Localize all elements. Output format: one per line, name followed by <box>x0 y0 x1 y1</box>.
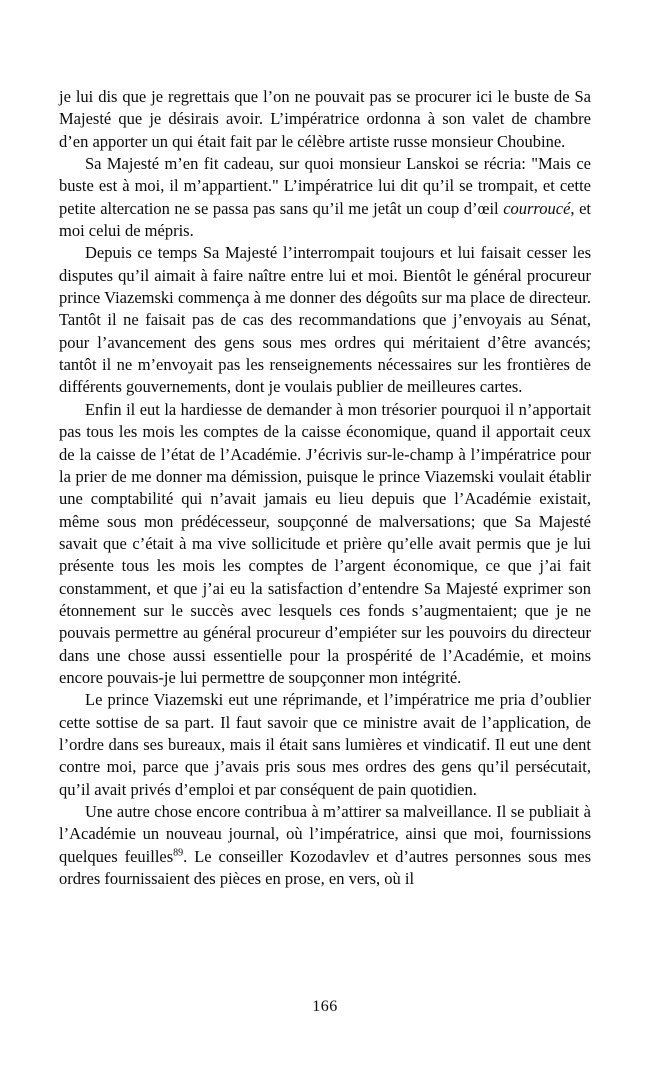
text-segment: je lui dis que je regrettais que l’on ne pouvait pas se procurer ici le buste de Sa Majesté que je désirais avoir. L’impératrice ordonna à son valet de chambre d’en apporter un qui était fait par le célèbre artiste russe monsieur Choubine. <box>59 87 591 151</box>
footnote-reference: 89 <box>173 847 184 859</box>
text-segment: Enfin il eut la hardiesse de demander à mon trésorier pourquoi il n’apportait pas tous les mois les comptes de la caisse économique, quand il apportait ceux de la caisse de l’état de l’Académie. J’écrivis sur-le-champ à l’impératrice pour la prier de me donner ma démission, puisque le prince Viazemski voulait établir une comptabilité qui n’avait jamais eu lieu depuis que l’Académie existait, même sous mon prédécesseur, soupçonné de malversations; que Sa Majesté savait que c’était à ma vive sollicitude et prière qu’elle avait permis que je lui présente tous les mois les comptes de l’argent économique, ce que j’ai fait constamment, et que j’ai eu la satisfaction d’entendre Sa Majesté exprimer son étonnement sur le succès avec lesquels ces fonds s’augmentaient; que je ne pouvais permettre au général procureur d’empiéter sur les pouvoirs du directeur dans une chose aussi essentielle pour la prospérité de l’Académie, et moins encore pouvais-je lui permettre de soupçonner mon intégrité. <box>59 399 591 687</box>
paragraph <box>59 242 591 398</box>
paragraph <box>59 801 591 890</box>
text-segment: , et moi celui de mépris. <box>59 198 591 241</box>
paragraph <box>59 153 591 242</box>
paragraph <box>59 399 591 689</box>
paragraph <box>59 86 591 153</box>
paragraph <box>59 689 591 801</box>
text-segment: courroucé <box>503 198 571 218</box>
page-number: 166 <box>312 998 338 1015</box>
page-text <box>59 86 591 890</box>
text-segment: Le prince Viazemski eut une réprimande, et l’impératrice me pria d’oublier cette sottise de sa part. Il faut savoir que ce ministre avait de l’application, de l’ordre dans ses bureaux, mais il était sans lumières et vindicatif. Il eut une dent contre moi, parce que j’avais pris sous mes ordres des gens qu’il persécutait, qu’il avait privés d’emploi et par conséquent de pain quotidien. <box>59 690 591 799</box>
text-segment: Depuis ce temps Sa Majesté l’interrompait toujours et lui faisait cesser les disputes qu’il aimait à faire naître entre lui et moi. Bientôt le général procureur prince Viazemski commença à me donner des dégoûts sur ma place de directeur. Tantôt il ne faisait pas de cas des recommandations que j’envoyais au Sénat, pour l’avancement des gens sous mes ordres qui méritaient d’être avancés; tantôt il ne m’envoyait pas les renseignements nécessaires sur les frontières de différents gouvernements, dont je voulais publier de meilleures cartes. <box>59 243 591 397</box>
text-segment: Sa Majesté m’en fit cadeau, sur quoi monsieur Lanskoi se récria: "Mais ce buste est à moi, il m’appartient." L’impératrice lui dit qu’il se trompait, et cette petite altercation ne se passa pas sans qu’il me jetât un coup d’œil <box>59 154 591 218</box>
text-segment: . Le conseiller Kozodavlev et d’autres personnes sous mes ordres fournissaient des pièces en prose, en vers, où il <box>59 846 591 889</box>
text-segment: Une autre chose encore contribua à m’attirer sa malveillance. Il se publiait à l’Académie un nouveau journal, où l’impératrice, ainsi que moi, fournissions quelques feuilles <box>59 802 591 866</box>
